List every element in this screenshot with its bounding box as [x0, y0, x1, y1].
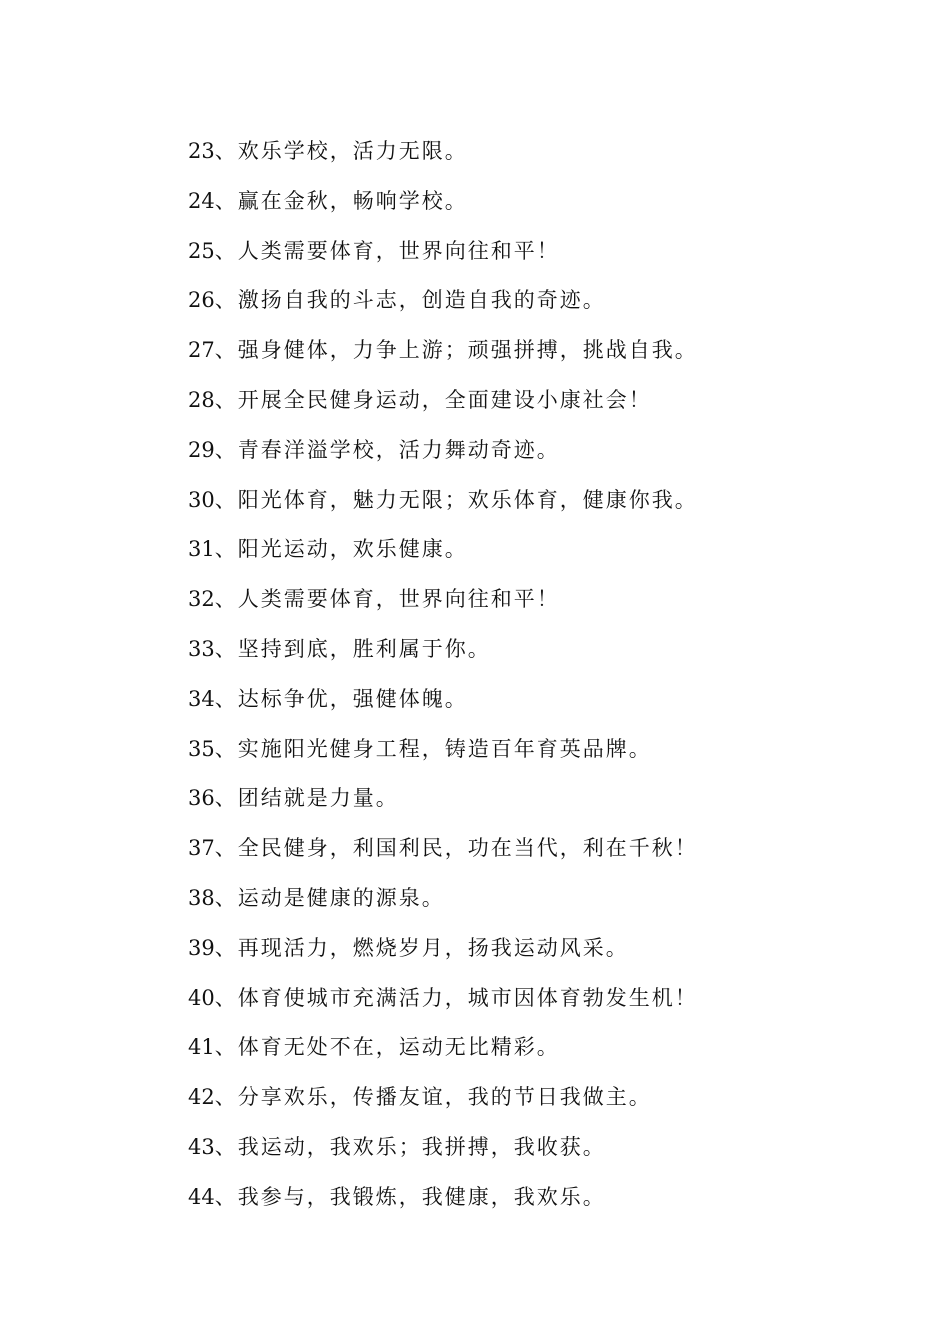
item-number: 25: [188, 238, 215, 263]
item-text: 、团结就是力量。: [214, 786, 399, 811]
slogan-item: [188, 734, 698, 784]
item-number: 33: [188, 636, 215, 661]
item-number: 29: [188, 437, 215, 462]
item-number: 23: [188, 139, 215, 163]
slogan-item: [188, 435, 698, 485]
item-text: 、运动是健康的源泉。: [214, 885, 445, 910]
slogan-item: [188, 584, 698, 634]
slogan-item: [188, 1082, 698, 1132]
item-text: 、青春洋溢学校，活力舞动奇迹。: [214, 437, 560, 462]
slogan-item: [188, 634, 698, 684]
slogan-item: [188, 335, 698, 385]
item-text: 、分享欢乐，传播友谊，我的节日我做主。: [214, 1085, 652, 1110]
item-text: 、欢乐学校，活力无限。: [214, 139, 468, 163]
item-text: 、阳光运动，欢乐健康。: [214, 537, 468, 562]
item-text: 、人类需要体育，世界向往和平！: [214, 587, 560, 612]
item-number: 39: [188, 935, 215, 960]
item-text: 、体育无处不在，运动无比精彩。: [214, 1035, 560, 1060]
item-number: 28: [188, 387, 215, 412]
item-text: 、人类需要体育，世界向往和平！: [214, 238, 560, 263]
slogan-item: [188, 983, 698, 1033]
item-text: 、我参与，我锻炼，我健康，我欢乐。: [214, 1184, 606, 1209]
item-number: 34: [188, 686, 215, 711]
item-text: 、全民健身，利国利民，功在当代，利在千秋！: [214, 836, 698, 861]
slogan-item: [188, 933, 698, 983]
slogan-item: [188, 1132, 698, 1182]
item-number: 44: [188, 1184, 215, 1209]
item-text: 、坚持到底，胜利属于你。: [214, 636, 491, 661]
item-number: 41: [188, 1035, 215, 1060]
item-number: 27: [188, 338, 215, 363]
item-text: 、强身健体，力争上游；顽强拼搏，挑战自我。: [214, 338, 698, 363]
slogan-item: [188, 136, 698, 186]
item-text: 、开展全民健身运动，全面建设小康社会！: [214, 387, 652, 412]
item-number: 38: [188, 885, 215, 910]
item-text: 、赢在金秋，畅响学校。: [214, 188, 468, 213]
slogan-item: [188, 684, 698, 734]
item-text: 、实施阳光健身工程，铸造百年育英品牌。: [214, 736, 652, 761]
item-number: 42: [188, 1085, 215, 1110]
item-number: 37: [188, 836, 215, 861]
item-text: 、体育使城市充满活力，城市因体育勃发生机！: [214, 985, 698, 1010]
slogan-item: [188, 186, 698, 236]
item-number: 35: [188, 736, 215, 761]
slogan-item: [188, 385, 698, 435]
item-number: 26: [188, 288, 215, 313]
item-number: 36: [188, 786, 215, 811]
slogan-item: [188, 1032, 698, 1082]
item-number: 40: [188, 985, 215, 1010]
slogan-item: [188, 783, 698, 833]
item-text: 、再现活力，燃烧岁月，扬我运动风采。: [214, 935, 629, 960]
item-text: 、阳光体育，魅力无限；欢乐体育，健康你我。: [214, 487, 698, 512]
item-number: 31: [188, 537, 215, 562]
item-number: 43: [188, 1134, 215, 1159]
item-text: 、达标争优，强健体魄。: [214, 686, 468, 711]
slogan-item: [188, 534, 698, 584]
slogan-item: [188, 1182, 698, 1232]
item-number: 30: [188, 487, 215, 512]
item-text: 、我运动，我欢乐；我拼搏，我收获。: [214, 1134, 606, 1159]
item-number: 24: [188, 188, 215, 213]
slogan-item: [188, 236, 698, 286]
slogan-item: [188, 485, 698, 535]
slogan-item: [188, 285, 698, 335]
slogan-item: [188, 883, 698, 933]
slogan-item: [188, 833, 698, 883]
slogan-list: [188, 136, 698, 1232]
item-number: 32: [188, 587, 215, 612]
item-text: 、激扬自我的斗志，创造自我的奇迹。: [214, 288, 606, 313]
